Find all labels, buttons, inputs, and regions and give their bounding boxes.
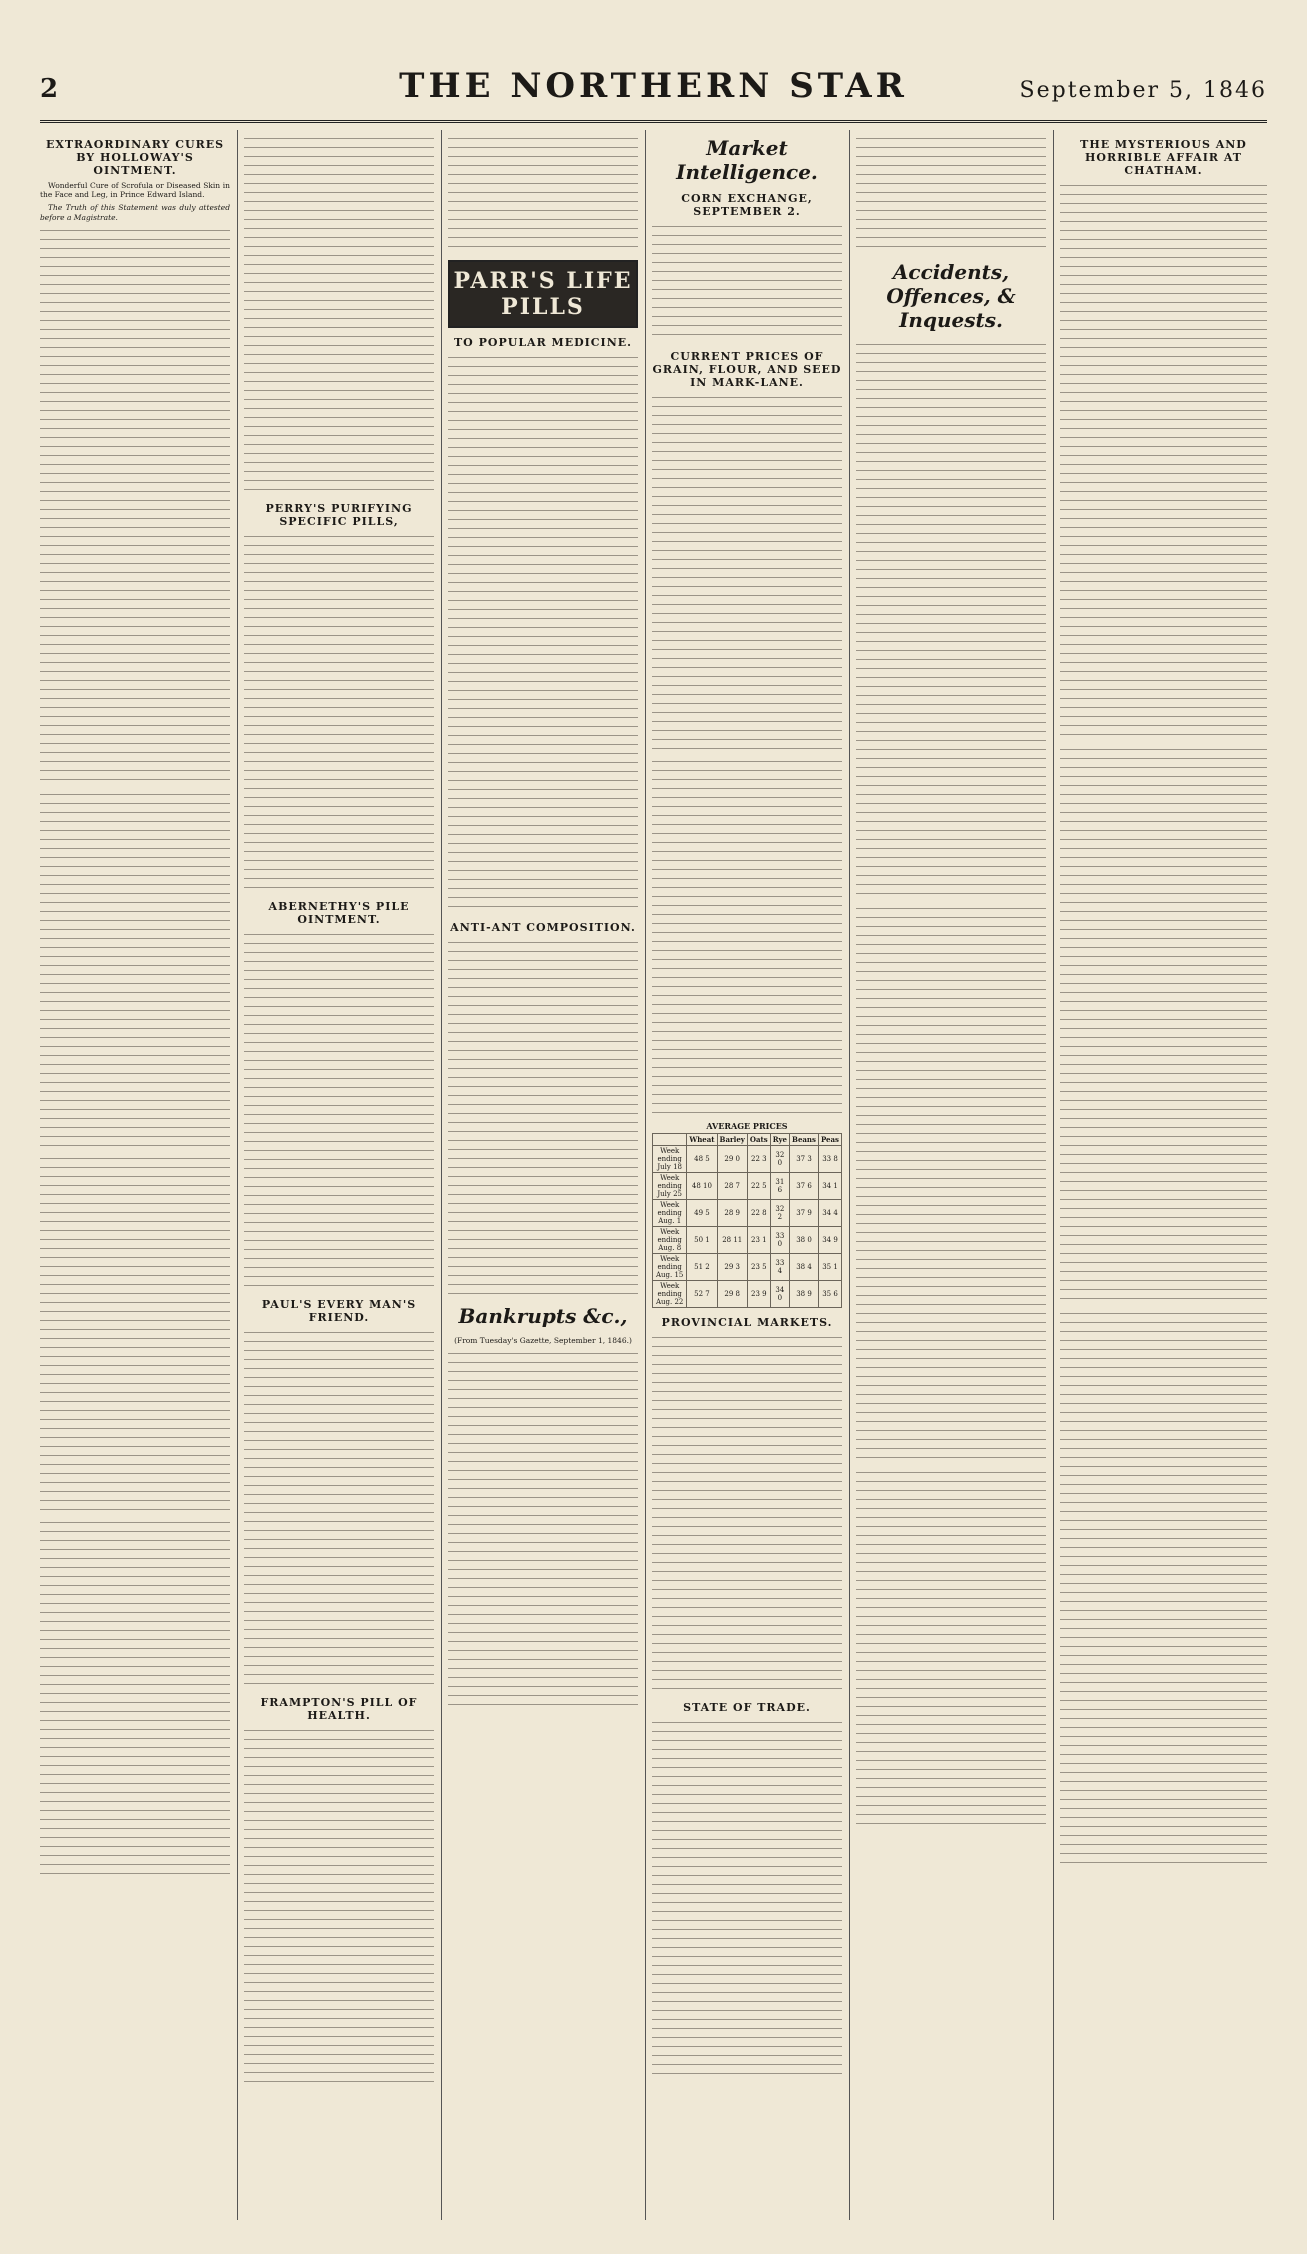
- table-cell: 38 4: [790, 1254, 819, 1281]
- table-header: Barley: [717, 1134, 747, 1146]
- table-cell: Week ending July 25: [653, 1173, 687, 1200]
- table-cell: 33 0: [770, 1227, 789, 1254]
- holloway-sub: The Truth of this Statement was duly attested before a Magistrate.: [40, 203, 230, 222]
- column-2: [244, 130, 434, 2220]
- column-rule: [849, 130, 850, 2220]
- abernethy-heading: ABERNETHY'S PILE OINTMENT.: [268, 900, 410, 926]
- body-text-block: [652, 222, 842, 342]
- table-cell: 52 7: [687, 1281, 717, 1308]
- table-cell: 23 9: [747, 1281, 770, 1308]
- table-cell: 38 0: [790, 1227, 819, 1254]
- average-prices-table: [652, 1133, 842, 1308]
- holloway-heading: EXTRAORDINARY CURES BY HOLLOWAY'S OINTMENT.: [45, 138, 225, 177]
- column-5: [856, 130, 1046, 2220]
- newspaper-title: THE NORTHERN STAR: [399, 66, 908, 106]
- table-cell: 34 4: [818, 1200, 841, 1227]
- column-6: [1060, 130, 1267, 2220]
- table-cell: 23 1: [747, 1227, 770, 1254]
- table-cell: 37 9: [790, 1200, 819, 1227]
- prices-list: [652, 393, 842, 753]
- body-text-block: [40, 226, 230, 786]
- table-row: [653, 1146, 842, 1173]
- table-cell: Week ending Aug. 15: [653, 1254, 687, 1281]
- body-text-block: [244, 134, 434, 494]
- table-cell: 28 11: [717, 1227, 747, 1254]
- table-row: [653, 1281, 842, 1308]
- column-rule: [1053, 130, 1054, 2220]
- table-cell: 48 5: [687, 1146, 717, 1173]
- table-header: Beans: [790, 1134, 819, 1146]
- body-text-block: [856, 340, 1046, 900]
- table-row: [653, 1200, 842, 1227]
- column-4: [652, 130, 842, 2220]
- anti-ant-heading: ANTI-ANT COMPOSITION.: [450, 921, 636, 934]
- column-rule: [441, 130, 442, 2220]
- body-text-block: [244, 930, 434, 1290]
- body-text-block: [856, 134, 1046, 254]
- table-cell: 32 2: [770, 1200, 789, 1227]
- table-cell: 31 6: [770, 1173, 789, 1200]
- table-cell: 29 0: [717, 1146, 747, 1173]
- table-header: Wheat: [687, 1134, 717, 1146]
- table-cell: 48 10: [687, 1173, 717, 1200]
- chatham-heading: THE MYSTERIOUS AND HORRIBLE AFFAIR AT CHATHAM.: [1080, 138, 1247, 177]
- issue-date: September 5, 1846: [1019, 78, 1267, 103]
- table-cell: 35 6: [818, 1281, 841, 1308]
- table-cell: 37 3: [790, 1146, 819, 1173]
- popular-medicine-heading: TO POPULAR MEDICINE.: [454, 336, 632, 349]
- body-text-block: [652, 1718, 842, 2078]
- table-cell: 22 3: [747, 1146, 770, 1173]
- table-cell: 34 0: [770, 1281, 789, 1308]
- table-header: Rye: [770, 1134, 789, 1146]
- table-cell: 29 3: [717, 1254, 747, 1281]
- masthead: [40, 60, 1267, 123]
- table-cell: 38 9: [790, 1281, 819, 1308]
- bankrupts-sub: (From Tuesday's Gazette, September 1, 1846.): [454, 1336, 632, 1345]
- table-cell: 49 5: [687, 1200, 717, 1227]
- table-row: [653, 1227, 842, 1254]
- body-text-block: [244, 1328, 434, 1688]
- body-text-block: [40, 1154, 230, 1514]
- body-text-block: [40, 790, 230, 1150]
- table-header: [653, 1134, 687, 1146]
- body-text-block: [244, 1726, 434, 2086]
- average-prices-heading: AVERAGE PRICES: [706, 1121, 788, 1131]
- table-header: Peas: [818, 1134, 841, 1146]
- body-text-block: [1060, 1309, 1267, 1869]
- frampton-heading: FRAMPTON'S PILL OF HEALTH.: [260, 1696, 418, 1722]
- accidents-heading: Accidents, Offences, & Inquests.: [886, 260, 1016, 332]
- table-cell: Week ending Aug. 8: [653, 1227, 687, 1254]
- body-text-block: [652, 1333, 842, 1693]
- table-cell: 22 5: [747, 1173, 770, 1200]
- table-cell: 28 7: [717, 1173, 747, 1200]
- table-cell: 22 8: [747, 1200, 770, 1227]
- table-cell: 33 8: [818, 1146, 841, 1173]
- body-text-block: [448, 134, 638, 254]
- trade-heading: STATE OF TRADE.: [683, 1701, 811, 1714]
- body-text-block: [1060, 745, 1267, 1305]
- table-cell: 35 1: [818, 1254, 841, 1281]
- parrs-banner: PARR'S LIFE PILLS: [448, 260, 638, 328]
- table-header: Oats: [747, 1134, 770, 1146]
- table-cell: 32 0: [770, 1146, 789, 1173]
- table-cell: Week ending Aug. 22: [653, 1281, 687, 1308]
- body-text-block: [856, 904, 1046, 1464]
- column-rule: [237, 130, 238, 2220]
- provincial-heading: PROVINCIAL MARKETS.: [661, 1316, 833, 1329]
- body-text-block: [448, 353, 638, 913]
- table-cell: 50 1: [687, 1227, 717, 1254]
- market-heading: Market Intelligence.: [676, 136, 818, 184]
- body-text-block: [856, 1468, 1046, 1828]
- prices-list: [652, 757, 842, 1117]
- perry-heading: PERRY'S PURIFYING SPECIFIC PILLS,: [265, 502, 413, 528]
- table-cell: 51 2: [687, 1254, 717, 1281]
- body-text-block: [448, 1349, 638, 1709]
- page-number: 2: [40, 74, 59, 104]
- table-cell: 34 1: [818, 1173, 841, 1200]
- column-rule: [645, 130, 646, 2220]
- table-cell: 29 8: [717, 1281, 747, 1308]
- table-cell: Week ending Aug. 1: [653, 1200, 687, 1227]
- body-text-block: [244, 532, 434, 892]
- column-3: [448, 130, 638, 2220]
- holloway-lead: Wonderful Cure of Scrofula or Diseased Skin in the Face and Leg, in Prince Edward Island.: [40, 181, 230, 200]
- column-1: [40, 130, 230, 2220]
- table-cell: 23 5: [747, 1254, 770, 1281]
- table-cell: 34 9: [818, 1227, 841, 1254]
- table-cell: 33 4: [770, 1254, 789, 1281]
- table-cell: Week ending July 18: [653, 1146, 687, 1173]
- table-cell: 37 6: [790, 1173, 819, 1200]
- bankrupts-heading: Bankrupts &c.,: [458, 1304, 628, 1328]
- paul-heading: PAUL'S EVERY MAN'S FRIEND.: [261, 1298, 417, 1324]
- body-text-block: [448, 938, 638, 1298]
- current-prices-heading: CURRENT PRICES OF GRAIN, FLOUR, AND SEED IN MARK-LANE.: [652, 350, 842, 389]
- table-row: [653, 1254, 842, 1281]
- table-row: [653, 1173, 842, 1200]
- body-text-block: [40, 1518, 230, 1878]
- body-text-block: [1060, 181, 1267, 741]
- table-cell: 28 9: [717, 1200, 747, 1227]
- corn-exchange-heading: CORN EXCHANGE, SEPTEMBER 2.: [681, 192, 813, 218]
